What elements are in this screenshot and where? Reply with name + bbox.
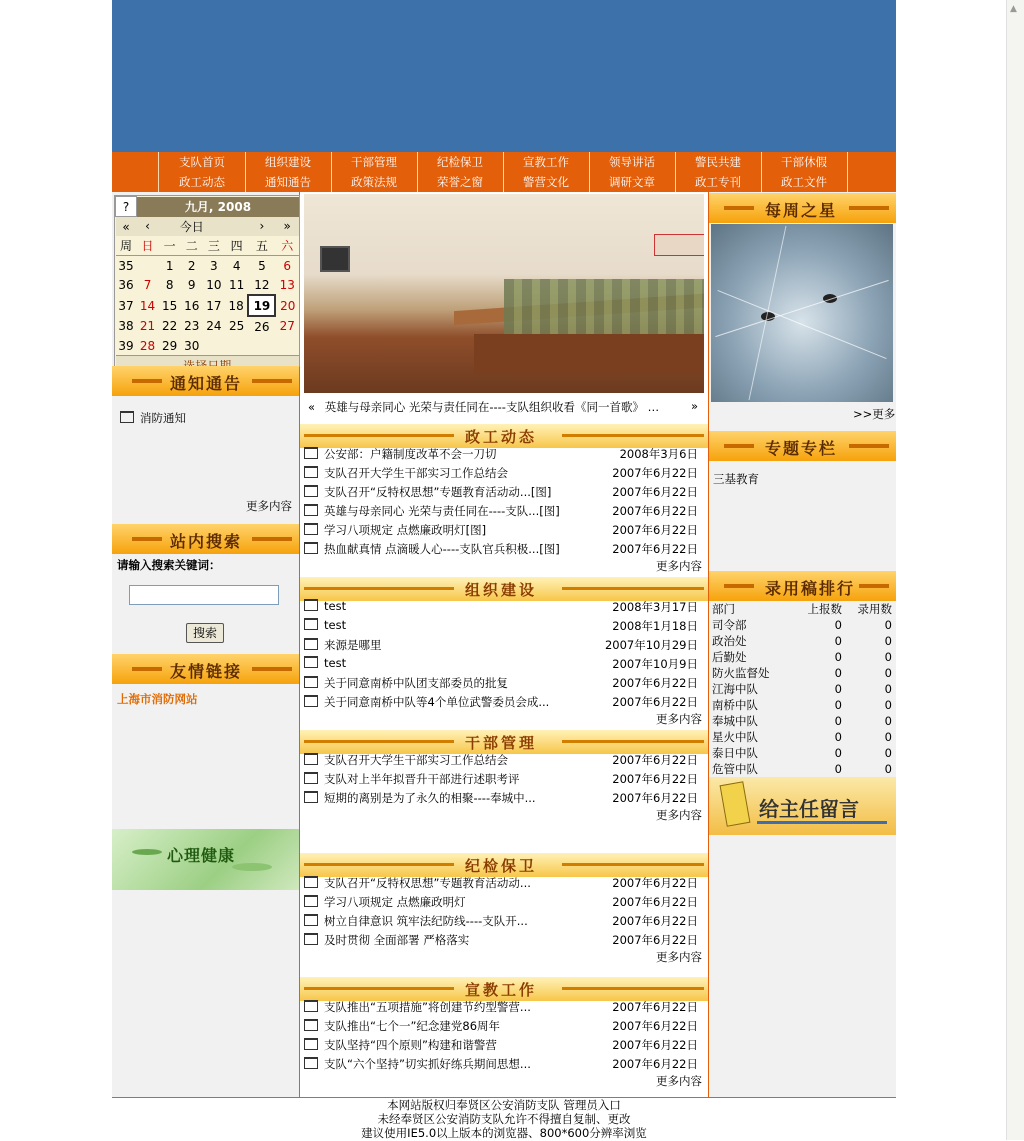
calendar-day[interactable]: 16 [184,298,200,313]
footer-line-notice: 未经奉贤区公安消防支队允许不得擅自复制、更改 [377,1112,631,1126]
ranking-row [712,729,892,745]
ranking-count-cell: 0 [884,618,892,632]
news-item-date: 2007年10月29日 [604,638,698,652]
calendar-day[interactable]: 3 [210,258,218,273]
nav-item-news[interactable]: 政工动态 [179,175,225,189]
calendar-weekday: 三 [207,239,220,253]
notice-title: 通知通告 [170,374,243,393]
calendar-day[interactable]: 29 [162,338,178,353]
news-item-date: 2008年3月6日 [619,447,698,461]
calendar-weekday: 二 [185,239,198,253]
news-list-item[interactable] [304,446,704,462]
ranking-count-cell: 0 [834,714,842,728]
section-more-link[interactable]: 更多内容 [656,808,702,822]
calendar-next-month-button[interactable]: › [259,219,265,234]
nav-item-research[interactable]: 调研文章 [609,175,655,189]
news-item-date: 2007年10月9日 [612,657,698,671]
news-item-date: 2007年6月22日 [612,772,698,786]
news-item-date: 2007年6月22日 [612,876,698,890]
folder-icon [304,895,318,907]
calendar-next-year-button[interactable]: » [283,219,291,234]
folder-icon [304,447,318,459]
news-item-date: 2007年6月22日 [612,933,698,947]
links-title: 友情链接 [170,662,243,681]
folder-icon [304,1019,318,1031]
news-list-item[interactable] [304,484,704,500]
link-shanghai-fire[interactable]: 上海市消防网站 [117,692,198,706]
psych-health-title: 心理健康 [167,846,236,865]
search-header [112,524,299,554]
ranking-row [712,745,892,761]
search-input[interactable] [129,585,279,605]
folder-icon [304,933,318,945]
news-list-item[interactable] [304,1018,704,1034]
calendar-day[interactable]: 20 [280,298,296,313]
section-title: 宣教工作 [465,981,538,999]
news-item-title[interactable]: 来源是哪里 [324,638,382,652]
calendar-day[interactable]: 18 [228,298,244,313]
news-list-item[interactable] [304,1037,704,1053]
section-more-link[interactable]: 更多内容 [656,950,702,964]
calendar-prev-year-button[interactable]: « [122,219,130,234]
notice-item[interactable]: 消防通知 [120,410,186,426]
ranking-count-cell: 0 [834,682,842,696]
news-item-title[interactable]: 学习八项规定 点燃廉政明灯 [324,895,466,909]
section-header [300,853,708,877]
folder-icon [304,542,318,554]
calendar-weekday: 六 [281,239,294,253]
news-item-title[interactable]: test [324,599,347,613]
calendar-day[interactable]: 19 [248,295,275,316]
message-director-title: 给主任留言 [759,797,859,821]
news-item-title[interactable]: 关于同意南桥中队等4个单位武警委员会成... [324,695,550,709]
news-list-item[interactable] [304,932,704,948]
news-list-item[interactable] [304,894,704,910]
calendar-day[interactable]: 2 [187,258,196,273]
calendar-day[interactable]: 15 [162,298,178,313]
news-list-item[interactable] [304,656,704,670]
news-item-date: 2007年6月22日 [612,504,698,518]
news-item-title[interactable]: 支队推出“五项措施”将创建节约型警营... [324,1000,531,1014]
news-item-date: 2007年6月22日 [612,895,698,909]
calendar-week-number: 39 [118,338,134,353]
ranking-dept-cell: 政治处 [712,634,747,648]
folder-icon [304,618,318,630]
folder-icon [120,411,134,423]
news-list-item[interactable] [304,694,704,710]
calendar-day[interactable]: 28 [139,338,156,353]
news-list-item[interactable] [304,999,704,1015]
calendar-day[interactable]: 25 [229,319,245,333]
section-header [300,730,708,754]
news-list-item[interactable] [304,1056,704,1072]
news-item-title[interactable]: 树立自律意识 筑牢法纪防线----支队开... [324,914,528,928]
nav-item-home[interactable]: 支队首页 [179,155,225,169]
special-title: 专题专栏 [765,439,838,458]
nav-item-cadre[interactable]: 干部管理 [351,155,397,169]
news-list-item[interactable] [304,675,704,691]
news-list-item[interactable] [304,599,704,613]
nav-item-education[interactable]: 宣教工作 [523,155,569,169]
nav-item-policy[interactable]: 政策法规 [351,175,397,189]
news-item-title[interactable]: 热血献真情 点滴暖人心----支队官兵积极...[图] [324,542,560,556]
ranking-dept-cell: 星火中队 [712,730,758,744]
news-item-date: 2008年1月18日 [612,619,698,633]
news-item-title[interactable]: 支队坚持“四个原则”构建和谐警营 [324,1038,497,1052]
folder-icon [304,772,318,784]
ranking-count-cell: 0 [834,698,842,712]
nav-item-discipline[interactable]: 纪检保卫 [437,155,483,169]
ranking-count-cell: 0 [884,746,892,760]
ranking-row [712,761,892,777]
news-item-title[interactable]: 关于同意南桥中队团支部委员的批复 [324,676,508,690]
nav-item-culture[interactable]: 警营文化 [523,175,569,189]
ranking-dept-cell: 司令部 [712,618,747,632]
calendar-weekday: 四 [230,239,243,253]
ranking-row [712,617,892,633]
star-image[interactable] [711,224,893,402]
ranking-dept-cell: 后勤处 [712,650,747,664]
calendar-day[interactable]: 22 [162,319,178,333]
nav-item-journal[interactable]: 政工专刊 [695,175,741,189]
nav-item-leave[interactable]: 干部休假 [781,155,827,169]
calendar-day[interactable]: 26 [254,319,270,334]
footer-line-copyright: 本网站版权归奉贤区公安消防支队 管理员入口 [387,1098,621,1112]
news-list-item[interactable] [304,618,704,632]
section-header [300,977,708,1001]
calendar-day[interactable]: 1 [165,258,174,273]
ranking-count-cell: 0 [884,762,892,776]
ranking-title: 录用稿排行 [765,579,856,598]
ranking-count-cell: 0 [884,682,892,696]
section-title: 组织建设 [465,581,538,599]
section-title: 政工动态 [465,428,538,446]
folder-icon [304,656,318,668]
calendar-day[interactable]: 6 [283,258,292,273]
calendar-week-number: 37 [118,298,134,313]
ranking-row [712,697,892,713]
folder-icon [304,676,318,688]
scroll-up-icon[interactable]: ▲ [1010,4,1017,14]
ranking-dept-cell: 泰日中队 [712,746,758,760]
news-list-item[interactable] [304,541,704,557]
news-item-title[interactable]: 支队“六个坚持”切实抓好练兵期间思想... [324,1057,531,1071]
news-item-title[interactable]: 公安部：户籍制度改革不会一刀切 [324,447,497,461]
calendar-help-button[interactable]: ? [116,197,137,217]
calendar-day[interactable]: 24 [206,319,222,333]
links-header [112,654,299,684]
nav-item-community[interactable]: 警民共建 [695,155,741,169]
special-item[interactable]: 三基教育 [713,472,759,486]
calendar-week-number: 36 [118,278,134,292]
ranking-row [712,649,892,665]
news-list-item[interactable] [304,875,704,891]
ranking-count-cell: 0 [884,698,892,712]
ranking-count-cell: 0 [834,666,842,680]
news-item-date: 2007年6月22日 [612,676,698,690]
news-item-date: 2007年6月22日 [612,695,698,709]
calendar-week-number: 35 [118,258,134,273]
section-title: 干部管理 [465,734,538,752]
ranking-count-cell: 0 [884,666,892,680]
calendar-weekday: 日 [141,239,154,253]
ranking-header [709,571,896,601]
folder-icon [304,695,318,707]
news-item-date: 2007年6月22日 [612,914,698,928]
news-list-item[interactable] [304,771,704,787]
news-item-title[interactable]: 学习八项规定 点燃廉政明灯[图] [324,523,487,537]
folder-icon [304,791,318,803]
calendar-day[interactable]: 9 [187,278,196,292]
calendar-day[interactable]: 5 [258,258,266,273]
folder-icon [304,914,318,926]
section-more-link[interactable]: 更多内容 [656,712,702,726]
nav-item-speeches[interactable]: 领导讲话 [609,155,655,169]
folder-icon [304,523,318,535]
ranking-dept-cell: 南桥中队 [712,698,758,712]
calendar-day [275,336,299,356]
calendar-title: 九月, 2008 [184,200,252,214]
ranking-count-cell: 0 [884,714,892,728]
section-title: 纪检保卫 [465,857,538,875]
folder-icon [304,876,318,888]
calendar-week-number: 38 [118,319,134,333]
nav-item-documents[interactable]: 政工文件 [781,175,827,189]
ranking-dept-cell: 防火监督处 [712,666,770,680]
slideshow-image[interactable] [304,194,704,393]
psych-health-banner[interactable] [112,829,299,890]
calendar-day[interactable]: 11 [229,278,245,292]
ranking-dept-cell: 奉城中队 [712,714,758,728]
slideshow-ellipsis: … [647,400,660,414]
ranking-row [712,665,892,681]
news-list-item[interactable] [304,503,704,519]
ranking-count-cell: 0 [834,730,842,744]
search-button[interactable]: 搜索 [186,623,224,643]
news-list-item[interactable] [304,790,704,806]
news-list-item[interactable] [304,637,704,653]
star-title: 每周之星 [765,201,838,220]
ranking-col-submitted: 上报数 [807,602,842,616]
notepad-icon [720,781,751,827]
news-item-date: 2007年6月22日 [612,1038,698,1052]
section-header [300,577,708,601]
ranking-count-cell: 0 [884,634,892,648]
news-item-title[interactable]: 支队对上半年拟晋升干部进行述职考评 [324,772,520,786]
slideshow-caption-row [308,399,704,415]
calendar-day [203,336,225,356]
calendar-day[interactable]: 27 [279,319,295,333]
page-scrollbar[interactable] [1006,0,1024,1140]
page-footer [112,1097,896,1141]
ranking-count-cell: 0 [834,762,842,776]
folder-icon [304,599,318,611]
calendar-today-button[interactable]: 今日 [179,219,204,234]
news-list-item[interactable] [304,913,704,929]
ranking-dept-cell: 江海中队 [712,682,758,696]
news-item-date: 2007年6月22日 [612,753,698,767]
calendar-widget [114,195,300,367]
ranking-col-accepted: 录用数 [857,602,892,616]
news-item-title[interactable]: 支队召开“反特权思想”专题教育活动动...[图] [324,485,552,499]
news-item-date: 2008年3月17日 [612,600,698,614]
calendar-day[interactable]: 17 [206,298,222,313]
section-more-link[interactable]: 更多内容 [656,1074,702,1088]
calendar-day [248,336,275,356]
ranking-count-cell: 0 [834,618,842,632]
ranking-count-cell: 0 [884,730,892,744]
folder-icon [304,1057,318,1069]
section-header [300,424,708,448]
main-nav [112,152,896,192]
folder-icon [304,638,318,650]
calendar-day[interactable]: 10 [206,278,222,292]
star-more-link[interactable]: >>更多 [853,407,896,421]
search-label: 请输入搜索关键词： [117,558,221,572]
special-header [709,431,896,461]
folder-icon [304,1038,318,1050]
ranking-row [712,681,892,697]
folder-icon [304,1000,318,1012]
calendar-day[interactable]: 21 [139,319,156,333]
top-banner [112,0,896,152]
star-header [709,193,896,223]
folder-icon [304,753,318,765]
slideshow-next-button[interactable]: » [690,399,698,413]
ranking-count-cell: 0 [834,746,842,760]
ranking-count-cell: 0 [834,634,842,648]
calendar-day[interactable]: 4 [232,258,241,273]
ranking-count-cell: 0 [834,650,842,664]
calendar-day [137,256,159,276]
news-item-title[interactable]: 支队召开大学生干部实习工作总结会 [324,466,508,480]
news-list-item[interactable] [304,465,704,481]
news-item-title[interactable]: test [324,656,347,670]
calendar-day[interactable]: 30 [184,338,200,353]
ranking-row [712,713,892,729]
slideshow-caption[interactable]: 英雄与母亲同心 光荣与责任同在----支队组织收看《同一首歌》 [324,400,644,414]
calendar-day[interactable]: 14 [139,298,156,313]
slideshow-prev-button[interactable]: « [308,400,316,414]
news-item-date: 2007年6月22日 [612,485,698,499]
calendar-day[interactable]: 7 [143,278,152,292]
news-item-date: 2007年6月22日 [612,466,698,480]
news-item-title[interactable]: 支队推出“七个一”纪念建党86周年 [324,1019,501,1033]
nav-item-notices[interactable]: 通知通告 [265,175,311,189]
calendar-day[interactable]: 8 [165,278,174,292]
calendar-day[interactable]: 13 [279,278,295,292]
calendar-day[interactable]: 12 [254,277,270,292]
ranking-col-dept: 部门 [712,602,735,616]
calendar-prev-month-button[interactable]: ‹ [145,219,150,234]
calendar-weekday: 五 [255,239,268,253]
news-item-date: 2007年6月22日 [612,1019,698,1033]
folder-icon [304,504,318,516]
news-item-date: 2007年6月22日 [612,1000,698,1014]
calendar-weekday: 一 [163,239,176,253]
page-container [112,0,896,1140]
calendar-week-label: 周 [119,239,132,253]
news-item-title[interactable]: 支队召开大学生干部实习工作总结会 [324,753,508,767]
notice-more-link[interactable]: 更多内容 [246,499,292,513]
search-title: 站内搜索 [170,532,243,551]
news-list-item[interactable] [304,522,704,538]
message-director-banner[interactable] [709,777,896,835]
nav-item-honor[interactable]: 荣誉之窗 [437,175,483,189]
section-more-link[interactable]: 更多内容 [656,559,702,573]
folder-icon [304,485,318,497]
calendar-day[interactable]: 23 [184,319,200,333]
news-item-title[interactable]: 及时贯彻 全面部署 严格落实 [324,933,470,947]
footer-line-browser: 建议使用IE5.0以上版本的浏览器、800*600分辨率浏览 [361,1126,647,1140]
news-item-title[interactable]: 短期的离别是为了永久的相聚----奉城中... [324,791,536,805]
ranking-row [712,633,892,649]
news-item-date: 2007年6月22日 [612,523,698,537]
news-item-title[interactable]: 英雄与母亲同心 光荣与责任同在----支队...[图] [324,504,560,518]
ranking-table [712,601,892,777]
news-item-date: 2007年6月22日 [612,1057,698,1071]
folder-icon [304,466,318,478]
news-item-date: 2007年6月22日 [612,791,698,805]
nav-item-organization[interactable]: 组织建设 [265,155,311,169]
news-item-title[interactable]: test [324,618,347,632]
news-list-item[interactable] [304,752,704,768]
news-item-title[interactable]: 支队召开“反特权思想”专题教育活动动... [324,876,531,890]
news-item-date: 2007年6月22日 [612,542,698,556]
ranking-count-cell: 0 [884,650,892,664]
calendar-day [225,336,249,356]
ranking-dept-cell: 危管中队 [712,762,758,776]
notice-header [112,366,299,396]
